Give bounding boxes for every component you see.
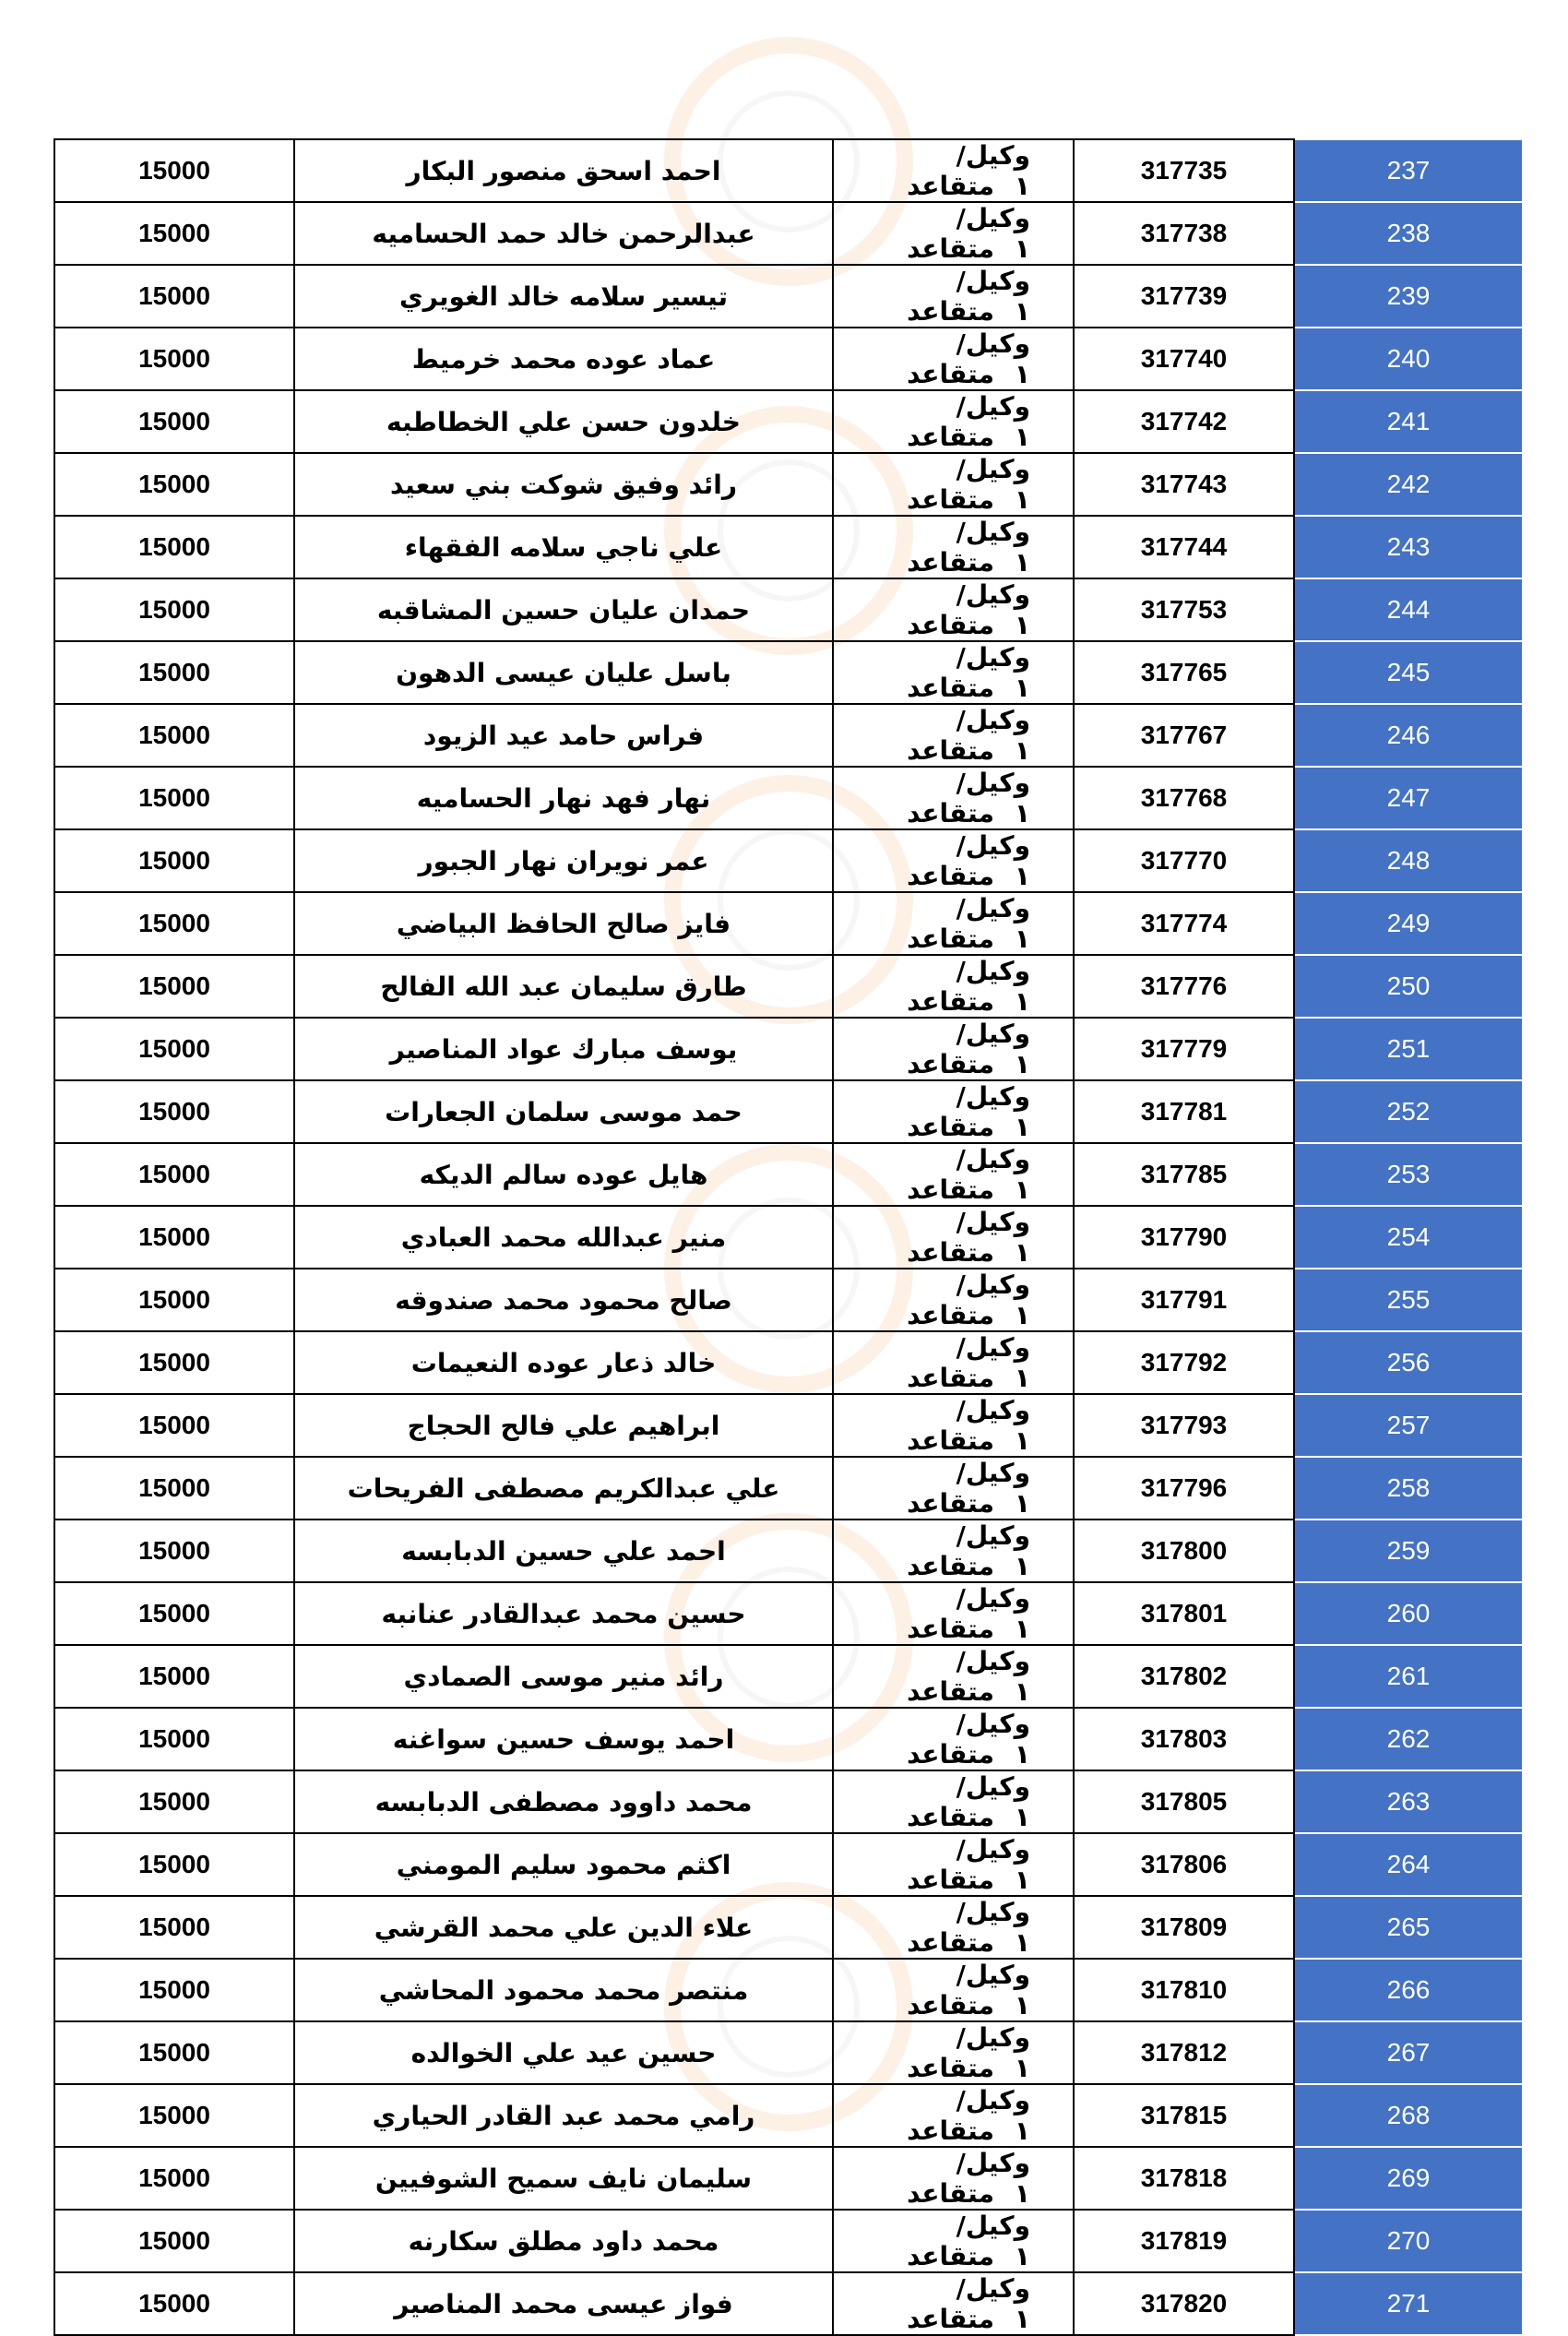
rank-status-cell: [833, 578, 1074, 641]
military-number-cell: 317776: [1074, 955, 1294, 1018]
rank-status-cell: [833, 1143, 1074, 1206]
status-label: متقاعد: [907, 1174, 994, 1205]
rank-label: وكيل/١: [956, 2273, 1030, 2334]
table-row: [54, 1896, 1523, 1959]
name-cell: يوسف مبارك عواد المناصير: [294, 1018, 833, 1080]
name-cell: فراس حامد عيد الزيود: [294, 704, 833, 767]
name-cell: محمد داوود مصطفى الدبابسه: [294, 1770, 833, 1833]
status-label: متقاعد: [907, 1865, 994, 1895]
rank-status-cell: [833, 1080, 1074, 1143]
table-row: [54, 390, 1523, 453]
table-row: [54, 1959, 1523, 2021]
sequence-number-cell: 259: [1294, 1520, 1523, 1582]
table-row: [54, 2210, 1523, 2272]
table-row: [54, 1080, 1523, 1143]
military-number-cell: 317770: [1074, 829, 1294, 892]
military-number-cell: 317779: [1074, 1018, 1294, 1080]
table-row: [54, 704, 1523, 767]
rank-status-cell: [833, 1582, 1074, 1645]
military-number-cell: 317810: [1074, 1959, 1294, 2021]
sequence-number-cell: 264: [1294, 1833, 1523, 1896]
sequence-number-cell: 269: [1294, 2147, 1523, 2210]
amount-cell: 15000: [54, 453, 294, 516]
rank-label: وكيل/١: [956, 2211, 1030, 2271]
name-cell: فايز صالح الحافظ البياضي: [294, 892, 833, 955]
rank-status-cell: [833, 704, 1074, 767]
rank-label: وكيل/١: [956, 1395, 1030, 1456]
status-label: متقاعد: [907, 735, 994, 766]
table-row: [54, 516, 1523, 578]
sequence-number-cell: 250: [1294, 955, 1523, 1018]
sequence-number-cell: 260: [1294, 1582, 1523, 1645]
name-cell: علي عبدالكريم مصطفى الفريحات: [294, 1457, 833, 1520]
rank-status-cell: [833, 955, 1074, 1018]
status-label: متقاعد: [907, 2116, 994, 2146]
sequence-number-cell: 251: [1294, 1018, 1523, 1080]
amount-cell: 15000: [54, 390, 294, 453]
rank-status-cell: [833, 328, 1074, 390]
sequence-number-cell: 265: [1294, 1896, 1523, 1959]
military-number-cell: 317740: [1074, 328, 1294, 390]
rank-label: وكيل/١: [956, 517, 1030, 578]
rank-label: وكيل/١: [956, 1207, 1030, 1268]
rank-label: وكيل/١: [956, 454, 1030, 515]
military-number-cell: 317744: [1074, 516, 1294, 578]
name-cell: رائد وفيق شوكت بني سعيد: [294, 453, 833, 516]
amount-cell: 15000: [54, 1770, 294, 1833]
table-row: [54, 139, 1523, 202]
sequence-number-cell: 243: [1294, 516, 1523, 578]
table-row: [54, 2084, 1523, 2147]
sequence-number-cell: 248: [1294, 829, 1523, 892]
name-cell: احمد اسحق منصور البكار: [294, 139, 833, 202]
rank-label: وكيل/١: [956, 1771, 1030, 1832]
amount-cell: 15000: [54, 955, 294, 1018]
table-row: [54, 2147, 1523, 2210]
rank-label: وكيل/١: [956, 391, 1030, 452]
sequence-number-cell: 270: [1294, 2210, 1523, 2272]
status-label: متقاعد: [907, 171, 994, 201]
amount-cell: 15000: [54, 1143, 294, 1206]
records-table: [53, 138, 1524, 2336]
rank-label: وكيل/١: [956, 203, 1030, 264]
rank-label: وكيل/١: [956, 830, 1030, 891]
rank-status-cell: [833, 139, 1074, 202]
rank-status-cell: [833, 1331, 1074, 1394]
status-label: متقاعد: [907, 359, 994, 389]
status-label: متقاعد: [907, 1551, 994, 1581]
rank-status-cell: [833, 1269, 1074, 1331]
status-label: متقاعد: [907, 422, 994, 452]
table-row: [54, 767, 1523, 829]
rank-label: وكيل/١: [956, 1081, 1030, 1142]
status-label: متقاعد: [907, 233, 994, 264]
sequence-number-cell: 252: [1294, 1080, 1523, 1143]
rank-label: وكيل/١: [956, 768, 1030, 828]
sequence-number-cell: 268: [1294, 2084, 1523, 2147]
rank-label: وكيل/١: [956, 1834, 1030, 1895]
rank-status-cell: [833, 2147, 1074, 2210]
table-row: [54, 1394, 1523, 1457]
amount-cell: 15000: [54, 1896, 294, 1959]
table-row: [54, 1582, 1523, 1645]
name-cell: منتصر محمد محمود المحاشي: [294, 1959, 833, 2021]
rank-status-cell: [833, 767, 1074, 829]
name-cell: باسل عليان عيسى الدهون: [294, 641, 833, 704]
status-label: متقاعد: [907, 1802, 994, 1832]
rank-label: وكيل/١: [956, 1144, 1030, 1205]
status-label: متقاعد: [907, 924, 994, 954]
name-cell: طارق سليمان عبد الله الفالح: [294, 955, 833, 1018]
name-cell: اكثم محمود سليم المومني: [294, 1833, 833, 1896]
amount-cell: 15000: [54, 202, 294, 265]
amount-cell: 15000: [54, 1394, 294, 1457]
sequence-number-cell: 241: [1294, 390, 1523, 453]
military-number-cell: 317805: [1074, 1770, 1294, 1833]
sequence-number-cell: 271: [1294, 2272, 1523, 2335]
table-row: [54, 265, 1523, 328]
military-number-cell: 317793: [1074, 1394, 1294, 1457]
sequence-number-cell: 238: [1294, 202, 1523, 265]
status-label: متقاعد: [907, 673, 994, 703]
table-row: [54, 955, 1523, 1018]
name-cell: ابراهيم علي فالح الحجاج: [294, 1394, 833, 1457]
amount-cell: 15000: [54, 2272, 294, 2335]
amount-cell: 15000: [54, 1645, 294, 1708]
amount-cell: 15000: [54, 1582, 294, 1645]
sequence-number-cell: 261: [1294, 1645, 1523, 1708]
sequence-number-cell: 267: [1294, 2021, 1523, 2084]
amount-cell: 15000: [54, 1018, 294, 1080]
sequence-number-cell: 254: [1294, 1206, 1523, 1269]
table-row: [54, 1833, 1523, 1896]
amount-cell: 15000: [54, 2021, 294, 2084]
status-label: متقاعد: [907, 2304, 994, 2334]
status-label: متقاعد: [907, 2241, 994, 2271]
rank-label: وكيل/١: [956, 2022, 1030, 2083]
status-label: متقاعد: [907, 1488, 994, 1519]
military-number-cell: 317801: [1074, 1582, 1294, 1645]
status-label: متقاعد: [907, 1049, 994, 1079]
military-number-cell: 317768: [1074, 767, 1294, 829]
table-row: [54, 453, 1523, 516]
military-number-cell: 317767: [1074, 704, 1294, 767]
status-label: متقاعد: [907, 986, 994, 1017]
sequence-number-cell: 262: [1294, 1708, 1523, 1770]
amount-cell: 15000: [54, 1457, 294, 1520]
status-label: متقاعد: [907, 1990, 994, 2020]
table-row: [54, 2272, 1523, 2335]
amount-cell: 15000: [54, 139, 294, 202]
name-cell: عمر نويران نهار الجبور: [294, 829, 833, 892]
name-cell: محمد داود مطلق سكارنه: [294, 2210, 833, 2272]
status-label: متقاعد: [907, 2178, 994, 2209]
status-label: متقاعد: [907, 1363, 994, 1393]
name-cell: سليمان نايف سميح الشوفيين: [294, 2147, 833, 2210]
amount-cell: 15000: [54, 2210, 294, 2272]
rank-status-cell: [833, 1018, 1074, 1080]
table-row: [54, 202, 1523, 265]
sequence-number-cell: 245: [1294, 641, 1523, 704]
military-number-cell: 317738: [1074, 202, 1294, 265]
name-cell: رامي محمد عبد القادر الحياري: [294, 2084, 833, 2147]
sequence-number-cell: 239: [1294, 265, 1523, 328]
table-row: [54, 1331, 1523, 1394]
sequence-number-cell: 242: [1294, 453, 1523, 516]
rank-status-cell: [833, 1457, 1074, 1520]
table-row: [54, 1645, 1523, 1708]
status-label: متقاعد: [907, 1676, 994, 1707]
rank-status-cell: [833, 516, 1074, 578]
status-label: متقاعد: [907, 1927, 994, 1958]
rank-label: وكيل/١: [956, 140, 1030, 201]
status-label: متقاعد: [907, 1112, 994, 1142]
rank-label: وكيل/١: [956, 1332, 1030, 1393]
rank-status-cell: [833, 829, 1074, 892]
status-label: متقاعد: [907, 2053, 994, 2083]
table-row: [54, 641, 1523, 704]
amount-cell: 15000: [54, 265, 294, 328]
rank-status-cell: [833, 390, 1074, 453]
military-number-cell: 317820: [1074, 2272, 1294, 2335]
status-label: متقاعد: [907, 1614, 994, 1644]
name-cell: خالد ذعار عوده النعيمات: [294, 1331, 833, 1394]
sequence-number-cell: 249: [1294, 892, 1523, 955]
amount-cell: 15000: [54, 892, 294, 955]
name-cell: عبدالرحمن خالد حمد الحساميه: [294, 202, 833, 265]
military-number-cell: 317753: [1074, 578, 1294, 641]
name-cell: هايل عوده سالم الديكه: [294, 1143, 833, 1206]
sequence-number-cell: 256: [1294, 1331, 1523, 1394]
military-number-cell: 317809: [1074, 1896, 1294, 1959]
amount-cell: 15000: [54, 1833, 294, 1896]
status-label: متقاعد: [907, 1300, 994, 1330]
rank-label: وكيل/١: [956, 893, 1030, 954]
table-row: [54, 328, 1523, 390]
amount-cell: 15000: [54, 1708, 294, 1770]
military-number-cell: 317819: [1074, 2210, 1294, 2272]
amount-cell: 15000: [54, 516, 294, 578]
sequence-number-cell: 253: [1294, 1143, 1523, 1206]
military-number-cell: 317796: [1074, 1457, 1294, 1520]
amount-cell: 15000: [54, 641, 294, 704]
status-label: متقاعد: [907, 484, 994, 515]
military-number-cell: 317803: [1074, 1708, 1294, 1770]
military-number-cell: 317742: [1074, 390, 1294, 453]
military-number-cell: 317790: [1074, 1206, 1294, 1269]
rank-label: وكيل/١: [956, 2148, 1030, 2209]
name-cell: نهار فهد نهار الحساميه: [294, 767, 833, 829]
amount-cell: 15000: [54, 829, 294, 892]
rank-status-cell: [833, 1394, 1074, 1457]
military-number-cell: 317743: [1074, 453, 1294, 516]
rank-label: وكيل/١: [956, 1269, 1030, 1330]
name-cell: عماد عوده محمد خرميط: [294, 328, 833, 390]
military-number-cell: 317812: [1074, 2021, 1294, 2084]
name-cell: حسين عيد علي الخوالده: [294, 2021, 833, 2084]
sequence-number-cell: 266: [1294, 1959, 1523, 2021]
sequence-number-cell: 255: [1294, 1269, 1523, 1331]
rank-label: وكيل/١: [956, 1583, 1030, 1644]
rank-label: وكيل/١: [956, 328, 1030, 389]
rank-status-cell: [833, 1833, 1074, 1896]
name-cell: رائد منير موسى الصمادي: [294, 1645, 833, 1708]
rank-label: وكيل/١: [956, 579, 1030, 640]
table-row: [54, 1708, 1523, 1770]
rank-status-cell: [833, 202, 1074, 265]
amount-cell: 15000: [54, 1269, 294, 1331]
sequence-number-cell: 257: [1294, 1394, 1523, 1457]
table-row: [54, 829, 1523, 892]
table-row: [54, 578, 1523, 641]
status-label: متقاعد: [907, 547, 994, 578]
rank-status-cell: [833, 2210, 1074, 2272]
amount-cell: 15000: [54, 767, 294, 829]
sequence-number-cell: 237: [1294, 139, 1523, 202]
name-cell: تيسير سلامه خالد الغويري: [294, 265, 833, 328]
name-cell: حمد موسى سلمان الجعارات: [294, 1080, 833, 1143]
table-row: [54, 1206, 1523, 1269]
rank-label: وكيل/١: [956, 1019, 1030, 1079]
status-label: متقاعد: [907, 1739, 994, 1770]
rank-label: وكيل/١: [956, 705, 1030, 766]
name-cell: خلدون حسن علي الخطاطبه: [294, 390, 833, 453]
status-label: متقاعد: [907, 1425, 994, 1456]
amount-cell: 15000: [54, 578, 294, 641]
sequence-number-cell: 244: [1294, 578, 1523, 641]
name-cell: منير عبدالله محمد العبادي: [294, 1206, 833, 1269]
rank-label: وكيل/١: [956, 1960, 1030, 2020]
rank-label: وكيل/١: [956, 1520, 1030, 1581]
rank-status-cell: [833, 892, 1074, 955]
rank-status-cell: [833, 2021, 1074, 2084]
status-label: متقاعد: [907, 798, 994, 828]
amount-cell: 15000: [54, 1520, 294, 1582]
amount-cell: 15000: [54, 704, 294, 767]
name-cell: احمد يوسف حسين سواغنه: [294, 1708, 833, 1770]
sequence-number-cell: 246: [1294, 704, 1523, 767]
sequence-number-cell: 258: [1294, 1457, 1523, 1520]
table-row: [54, 1770, 1523, 1833]
military-number-cell: 317785: [1074, 1143, 1294, 1206]
rank-status-cell: [833, 641, 1074, 704]
military-number-cell: 317765: [1074, 641, 1294, 704]
rank-label: وكيل/١: [956, 1458, 1030, 1519]
rank-status-cell: [833, 453, 1074, 516]
military-number-cell: 317781: [1074, 1080, 1294, 1143]
amount-cell: 15000: [54, 1080, 294, 1143]
table-row: [54, 2021, 1523, 2084]
name-cell: فواز عيسى محمد المناصير: [294, 2272, 833, 2335]
rank-status-cell: [833, 1959, 1074, 2021]
military-number-cell: 317791: [1074, 1269, 1294, 1331]
table-row: [54, 1457, 1523, 1520]
rank-status-cell: [833, 2084, 1074, 2147]
rank-status-cell: [833, 265, 1074, 328]
amount-cell: 15000: [54, 1959, 294, 2021]
rank-label: وكيل/١: [956, 1646, 1030, 1707]
sequence-number-cell: 247: [1294, 767, 1523, 829]
amount-cell: 15000: [54, 2084, 294, 2147]
name-cell: حمدان عليان حسين المشاقبه: [294, 578, 833, 641]
status-label: متقاعد: [907, 610, 994, 640]
rank-status-cell: [833, 1708, 1074, 1770]
rank-status-cell: [833, 2272, 1074, 2335]
military-number-cell: 317739: [1074, 265, 1294, 328]
rank-status-cell: [833, 1896, 1074, 1959]
sequence-number-cell: 240: [1294, 328, 1523, 390]
table-row: [54, 1269, 1523, 1331]
table-row: [54, 1520, 1523, 1582]
military-number-cell: 317802: [1074, 1645, 1294, 1708]
rank-status-cell: [833, 1520, 1074, 1582]
amount-cell: 15000: [54, 1206, 294, 1269]
military-number-cell: 317818: [1074, 2147, 1294, 2210]
military-number-cell: 317800: [1074, 1520, 1294, 1582]
rank-status-cell: [833, 1770, 1074, 1833]
table-row: [54, 1143, 1523, 1206]
status-label: متقاعد: [907, 1237, 994, 1268]
table-row: [54, 892, 1523, 955]
amount-cell: 15000: [54, 328, 294, 390]
sequence-number-cell: 263: [1294, 1770, 1523, 1833]
status-label: متقاعد: [907, 296, 994, 327]
military-number-cell: 317774: [1074, 892, 1294, 955]
rank-label: وكيل/١: [956, 2085, 1030, 2146]
rank-label: وكيل/١: [956, 1897, 1030, 1958]
records-table-body: [54, 139, 1523, 2335]
amount-cell: 15000: [54, 1331, 294, 1394]
military-number-cell: 317815: [1074, 2084, 1294, 2147]
rank-status-cell: [833, 1645, 1074, 1708]
name-cell: علاء الدين علي محمد القرشي: [294, 1896, 833, 1959]
military-number-cell: 317792: [1074, 1331, 1294, 1394]
name-cell: صالح محمود محمد صندوقه: [294, 1269, 833, 1331]
military-number-cell: 317806: [1074, 1833, 1294, 1896]
table-row: [54, 1018, 1523, 1080]
name-cell: احمد علي حسين الدبابسه: [294, 1520, 833, 1582]
rank-label: وكيل/١: [956, 642, 1030, 703]
rank-status-cell: [833, 1206, 1074, 1269]
name-cell: علي ناجي سلامه الفقهاء: [294, 516, 833, 578]
rank-label: وكيل/١: [956, 1709, 1030, 1770]
amount-cell: 15000: [54, 2147, 294, 2210]
military-number-cell: 317735: [1074, 139, 1294, 202]
name-cell: حسين محمد عبدالقادر عنانبه: [294, 1582, 833, 1645]
rank-label: وكيل/١: [956, 956, 1030, 1017]
status-label: متقاعد: [907, 861, 994, 891]
rank-label: وكيل/١: [956, 266, 1030, 327]
